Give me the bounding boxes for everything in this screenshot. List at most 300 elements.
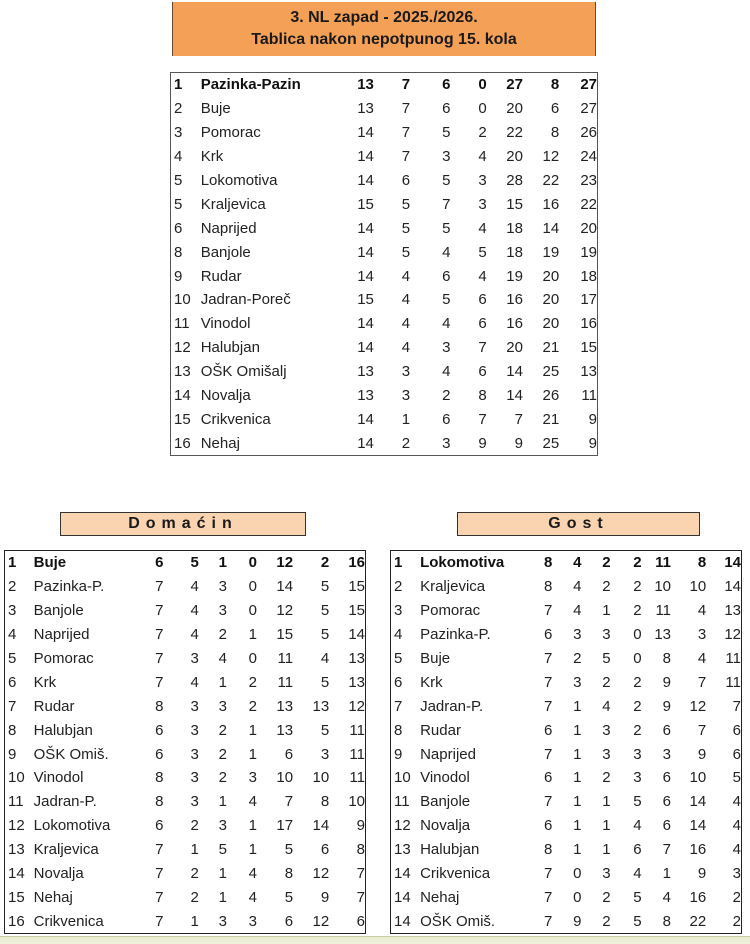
team-name-cell: Jadran-Poreč (200, 291, 291, 309)
points-cell: 15 (348, 578, 365, 596)
team-name-cell: Novalja (200, 387, 251, 405)
table-row (171, 407, 598, 431)
goals-for-cell: 4 (662, 888, 672, 906)
losses-cell: 9 (478, 434, 487, 452)
rank-cell: 8 (174, 243, 183, 261)
table-row (5, 599, 366, 623)
team-name-cell: Crikvenica (420, 865, 491, 883)
played-cell: 8 (155, 697, 164, 715)
points-cell: 18 (580, 267, 597, 285)
team-name-cell: Pomorac (33, 650, 94, 667)
losses-cell: 3 (478, 172, 487, 189)
goals-against-cell: 25 (542, 434, 560, 452)
points-cell: 27 (580, 76, 597, 94)
team-name-cell: Banjole (33, 602, 84, 620)
rank-cell: 11 (174, 315, 190, 333)
losses-cell: 2 (633, 721, 642, 739)
points-cell: 6 (732, 721, 741, 739)
points-cell: 15 (348, 602, 365, 620)
losses-cell: 6 (478, 363, 487, 381)
rank-cell: 4 (174, 148, 183, 166)
goals-for-cell: 7 (284, 793, 294, 811)
rank-cell: 14 (8, 865, 25, 883)
played-cell: 14 (357, 410, 374, 428)
draws-cell: 1 (602, 602, 611, 620)
points-cell: 9 (588, 434, 597, 452)
table-row (391, 790, 742, 814)
wins-cell: 5 (401, 195, 411, 213)
goals-for-cell: 6 (662, 721, 672, 739)
played-cell: 6 (544, 626, 553, 644)
draws-cell: 3 (442, 339, 451, 357)
goals-for-cell: 20 (506, 100, 523, 118)
played-cell: 14 (357, 148, 374, 166)
wins-cell: 2 (190, 865, 199, 883)
losses-cell: 2 (248, 673, 257, 691)
table-row (391, 623, 742, 647)
goals-for-cell: 9 (662, 697, 672, 715)
table-row (171, 336, 598, 360)
table-row (391, 862, 742, 886)
table-row (5, 814, 366, 838)
team-name-cell: Buje (420, 650, 451, 667)
goals-for-cell: 14 (276, 578, 294, 596)
rank-cell: 3 (394, 602, 403, 620)
goals-against-cell: 6 (550, 100, 560, 118)
draws-cell: 6 (442, 100, 451, 118)
goals-against-cell: 5 (320, 721, 330, 739)
draws-cell: 2 (602, 673, 611, 691)
rank-cell: 11 (394, 793, 410, 811)
rank-cell: 16 (174, 434, 191, 452)
losses-cell: 8 (478, 387, 487, 405)
draws-cell: 1 (218, 673, 227, 691)
played-cell: 7 (155, 888, 164, 906)
goals-against-cell: 5 (320, 602, 330, 620)
played-cell: 6 (155, 817, 164, 835)
wins-cell: 4 (401, 339, 411, 357)
rank-cell: 5 (174, 172, 183, 189)
goals-for-cell: 16 (506, 291, 523, 309)
played-cell: 8 (544, 554, 553, 572)
team-name-cell: Banjole (420, 793, 471, 811)
team-name-cell: Kraljevica (420, 578, 486, 596)
played-cell: 7 (155, 650, 164, 667)
rank-cell: 15 (8, 888, 25, 906)
team-name-cell: Kraljevica (200, 195, 266, 213)
table-row (171, 384, 598, 408)
table-row (391, 647, 742, 671)
draws-cell: 2 (218, 626, 227, 644)
table-row (391, 742, 742, 766)
draws-cell: 4 (602, 697, 611, 715)
table-row (171, 312, 598, 336)
table-row (5, 551, 366, 575)
losses-cell: 4 (478, 148, 487, 166)
table-row (391, 718, 742, 742)
wins-cell: 3 (190, 769, 199, 787)
wins-cell: 2 (190, 888, 199, 906)
goals-for-cell: 20 (506, 339, 523, 357)
points-cell: 12 (348, 697, 365, 715)
wins-cell: 0 (573, 865, 582, 883)
points-cell: 7 (356, 865, 365, 883)
played-cell: 7 (544, 673, 553, 691)
team-name-cell: Nehaj (420, 888, 460, 906)
team-name-cell: Vinodol (33, 769, 84, 787)
draws-cell: 2 (602, 769, 611, 787)
away-table-header: Gost (457, 512, 700, 536)
team-name-cell: Vinodol (200, 315, 251, 333)
points-cell: 16 (348, 554, 365, 572)
played-cell: 7 (155, 673, 164, 691)
wins-cell: 3 (573, 626, 582, 644)
team-name-cell: Lokomotiva (420, 554, 505, 572)
wins-cell: 1 (190, 912, 199, 930)
rank-cell: 3 (174, 124, 183, 142)
rank-cell: 9 (8, 745, 17, 763)
team-name-cell: Halubjan (420, 841, 480, 859)
table-row (171, 216, 598, 240)
table-row (5, 742, 366, 766)
losses-cell: 0 (248, 602, 257, 620)
wins-cell: 3 (190, 745, 199, 763)
wins-cell: 3 (401, 363, 411, 381)
team-name-cell: Buje (200, 100, 231, 118)
draws-cell: 2 (602, 554, 611, 572)
goals-for-cell: 6 (662, 769, 672, 787)
points-cell: 8 (356, 841, 365, 859)
points-cell: 11 (349, 769, 365, 787)
rank-cell: 10 (8, 769, 25, 787)
played-cell: 14 (357, 243, 374, 261)
goals-against-cell: 14 (312, 817, 330, 835)
goals-against-cell: 21 (542, 410, 560, 428)
rank-cell: 13 (8, 841, 25, 859)
goals-for-cell: 1 (662, 865, 672, 883)
losses-cell: 1 (248, 745, 257, 763)
overall-standings-table (170, 72, 598, 456)
rank-cell: 10 (394, 769, 411, 787)
goals-for-cell: 20 (506, 148, 523, 166)
draws-cell: 6 (442, 410, 451, 428)
draws-cell: 5 (442, 291, 451, 309)
table-row (171, 145, 598, 169)
draws-cell: 2 (602, 578, 611, 596)
goals-for-cell: 15 (276, 626, 294, 644)
losses-cell: 5 (633, 793, 642, 811)
draws-cell: 2 (602, 912, 611, 930)
points-cell: 13 (348, 673, 365, 691)
team-name-cell: Nehaj (33, 888, 73, 906)
table-row (391, 814, 742, 838)
goals-for-cell: 11 (277, 650, 294, 667)
draws-cell: 4 (218, 650, 227, 667)
goals-for-cell: 8 (662, 650, 672, 667)
points-cell: 11 (581, 387, 597, 405)
table-row (5, 885, 366, 909)
team-name-cell: Kraljevica (33, 841, 99, 859)
team-name-cell: Pazinka-Pazin (200, 76, 301, 94)
rank-cell: 9 (174, 267, 183, 285)
played-cell: 6 (155, 745, 164, 763)
points-cell: 24 (580, 148, 597, 166)
goals-for-cell: 22 (506, 124, 523, 142)
goals-against-cell: 13 (312, 697, 330, 715)
points-cell: 22 (580, 195, 597, 213)
home-table-header: Domaćin (60, 512, 306, 536)
wins-cell: 4 (401, 291, 411, 309)
goals-for-cell: 13 (276, 721, 294, 739)
goals-for-cell: 14 (506, 363, 523, 381)
played-cell: 13 (357, 387, 374, 405)
losses-cell: 0 (248, 554, 257, 572)
draws-cell: 3 (602, 865, 611, 883)
wins-cell: 2 (190, 817, 199, 835)
rank-cell: 5 (394, 650, 403, 667)
table-row (5, 623, 366, 647)
goals-against-cell: 4 (320, 650, 330, 667)
team-name-cell: Naprijed (420, 745, 476, 763)
rank-cell: 1 (394, 554, 403, 572)
goals-for-cell: 14 (506, 387, 523, 405)
losses-cell: 2 (633, 602, 642, 620)
losses-cell: 1 (248, 626, 257, 644)
table-row (5, 694, 366, 718)
played-cell: 6 (155, 721, 164, 739)
losses-cell: 1 (248, 841, 257, 859)
played-cell: 7 (544, 912, 553, 930)
goals-against-cell: 7 (697, 721, 707, 739)
team-name-cell: OŠK Omiš. (420, 912, 496, 930)
goals-against-cell: 7 (697, 673, 707, 691)
table-row (171, 73, 598, 97)
rank-cell: 2 (8, 578, 17, 596)
draws-cell: 6 (442, 267, 451, 285)
goals-for-cell: 5 (284, 888, 294, 906)
team-name-cell: Lokomotiva (200, 172, 278, 189)
played-cell: 7 (155, 912, 164, 930)
wins-cell: 1 (573, 745, 582, 763)
points-cell: 13 (724, 602, 741, 620)
wins-cell: 2 (401, 434, 411, 452)
goals-for-cell: 7 (662, 841, 672, 859)
goals-for-cell: 11 (655, 554, 672, 572)
table-row (391, 575, 742, 599)
wins-cell: 4 (573, 602, 582, 620)
played-cell: 7 (544, 602, 553, 620)
rank-cell: 8 (8, 721, 17, 739)
table-row (171, 360, 598, 384)
team-name-cell: Pomorac (420, 602, 481, 620)
home-standings-table (4, 550, 366, 934)
losses-cell: 2 (633, 697, 642, 715)
rank-cell: 8 (394, 721, 403, 739)
points-cell: 7 (732, 697, 741, 715)
wins-cell: 1 (573, 793, 582, 811)
goals-against-cell: 20 (542, 267, 560, 285)
rank-cell: 14 (394, 865, 411, 883)
draws-cell: 2 (218, 769, 227, 787)
played-cell: 14 (357, 315, 374, 333)
played-cell: 14 (357, 219, 374, 237)
team-name-cell: Pazinka-P. (420, 626, 491, 644)
rank-cell: 2 (394, 578, 403, 596)
played-cell: 7 (155, 602, 164, 620)
table-row (5, 909, 366, 933)
goals-for-cell: 15 (506, 195, 523, 213)
goals-against-cell: 12 (689, 697, 707, 715)
draws-cell: 3 (602, 626, 611, 644)
rank-cell: 4 (8, 626, 17, 644)
goals-for-cell: 17 (276, 817, 294, 835)
goals-against-cell: 6 (320, 841, 330, 859)
wins-cell: 4 (190, 578, 199, 596)
goals-against-cell: 5 (320, 578, 330, 596)
points-cell: 3 (732, 865, 741, 883)
losses-cell: 5 (478, 243, 487, 261)
wins-cell: 2 (573, 650, 582, 667)
draws-cell: 5 (218, 841, 227, 859)
wins-cell: 3 (190, 721, 199, 739)
wins-cell: 9 (573, 912, 582, 930)
wins-cell: 5 (401, 243, 411, 261)
wins-cell: 3 (573, 673, 582, 691)
goals-against-cell: 8 (550, 76, 560, 94)
draws-cell: 4 (442, 243, 451, 261)
wins-cell: 3 (190, 697, 199, 715)
wins-cell: 1 (401, 410, 411, 428)
rank-cell: 1 (174, 76, 183, 94)
table-row (171, 240, 598, 264)
table-row (171, 121, 598, 145)
draws-cell: 3 (442, 434, 451, 452)
goals-for-cell: 11 (277, 673, 294, 691)
wins-cell: 4 (573, 554, 582, 572)
wins-cell: 7 (401, 76, 411, 94)
played-cell: 15 (357, 291, 374, 309)
played-cell: 7 (544, 793, 553, 811)
table-row (391, 670, 742, 694)
draws-cell: 7 (442, 195, 451, 213)
losses-cell: 4 (248, 793, 257, 811)
draws-cell: 6 (442, 76, 451, 94)
goals-against-cell: 4 (697, 650, 707, 667)
goals-against-cell: 3 (320, 745, 330, 763)
points-cell: 15 (580, 339, 597, 357)
points-cell: 5 (732, 769, 741, 787)
losses-cell: 4 (478, 267, 487, 285)
losses-cell: 0 (248, 578, 257, 596)
played-cell: 13 (357, 363, 374, 381)
played-cell: 7 (544, 697, 553, 715)
losses-cell: 2 (633, 554, 642, 572)
goals-against-cell: 22 (542, 172, 560, 189)
wins-cell: 7 (401, 148, 411, 166)
team-name-cell: Lokomotiva (33, 817, 111, 835)
goals-against-cell: 9 (697, 865, 707, 883)
losses-cell: 0 (633, 626, 642, 644)
losses-cell: 5 (633, 912, 642, 930)
goals-against-cell: 3 (697, 626, 707, 644)
goals-for-cell: 12 (276, 602, 294, 620)
played-cell: 7 (544, 650, 553, 667)
goals-for-cell: 16 (506, 315, 523, 333)
wins-cell: 4 (190, 626, 199, 644)
played-cell: 14 (357, 267, 374, 285)
losses-cell: 4 (248, 865, 257, 883)
points-cell: 7 (356, 888, 365, 906)
points-cell: 10 (348, 793, 365, 811)
played-cell: 14 (357, 434, 374, 452)
points-cell: 11 (349, 721, 365, 739)
losses-cell: 3 (633, 769, 642, 787)
played-cell: 13 (357, 100, 374, 118)
goals-against-cell: 10 (312, 769, 330, 787)
wins-cell: 3 (190, 650, 199, 667)
losses-cell: 3 (248, 769, 257, 787)
table-row (5, 790, 366, 814)
table-row (5, 718, 366, 742)
table-row (5, 647, 366, 671)
table-row (391, 838, 742, 862)
points-cell: 19 (580, 243, 597, 261)
goals-for-cell: 13 (654, 626, 672, 644)
rank-cell: 14 (394, 912, 411, 930)
draws-cell: 4 (442, 363, 451, 381)
draws-cell: 5 (442, 172, 451, 189)
rank-cell: 14 (174, 387, 191, 405)
wins-cell: 1 (573, 817, 582, 835)
draws-cell: 1 (218, 888, 227, 906)
draws-cell: 3 (442, 148, 451, 166)
table-row (391, 909, 742, 933)
team-name-cell: OŠK Omišalj (200, 363, 287, 381)
losses-cell: 2 (633, 673, 642, 691)
goals-against-cell: 21 (542, 339, 560, 357)
team-name-cell: Krk (420, 673, 443, 691)
points-cell: 2 (732, 912, 741, 930)
played-cell: 8 (544, 578, 553, 596)
goals-for-cell: 28 (506, 172, 523, 189)
points-cell: 9 (356, 817, 365, 835)
table-row (5, 766, 366, 790)
wins-cell: 4 (190, 673, 199, 691)
points-cell: 4 (732, 793, 741, 811)
table-row (5, 670, 366, 694)
goals-for-cell: 5 (284, 841, 294, 859)
team-name-cell: Naprijed (200, 219, 257, 237)
rank-cell: 6 (174, 219, 183, 237)
losses-cell: 1 (248, 721, 257, 739)
table-row (5, 862, 366, 886)
team-name-cell: Rudar (200, 267, 242, 285)
losses-cell: 4 (478, 219, 487, 237)
draws-cell: 1 (218, 554, 227, 572)
table-row (171, 431, 598, 455)
played-cell: 7 (544, 865, 553, 883)
goals-for-cell: 6 (284, 745, 294, 763)
wins-cell: 6 (401, 172, 411, 189)
rank-cell: 5 (174, 195, 183, 213)
played-cell: 14 (357, 124, 374, 142)
points-cell: 4 (732, 841, 741, 859)
rank-cell: 6 (394, 673, 403, 691)
losses-cell: 0 (478, 100, 487, 118)
points-cell: 11 (725, 673, 741, 691)
goals-for-cell: 7 (514, 410, 523, 428)
points-cell: 27 (580, 100, 597, 118)
